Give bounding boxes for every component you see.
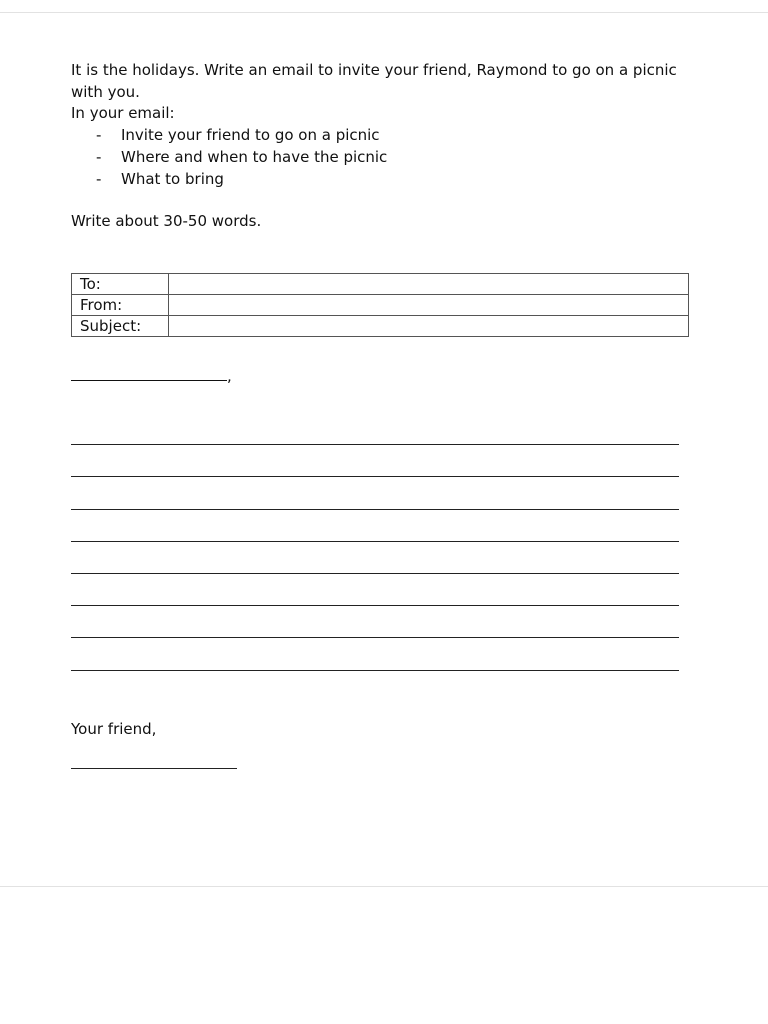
- writing-line[interactable]: [71, 637, 679, 638]
- list-item-text: What to bring: [121, 169, 224, 188]
- instructions-block: [71, 60, 701, 232]
- greeting-blank[interactable]: [71, 366, 227, 381]
- to-field[interactable]: [169, 274, 689, 295]
- writing-line[interactable]: [71, 670, 679, 671]
- greeting-line: [71, 366, 232, 386]
- bullet-dash: -: [96, 147, 102, 166]
- table-row: [72, 295, 689, 316]
- list-item: [71, 147, 701, 169]
- writing-line[interactable]: [71, 541, 679, 542]
- to-label: To:: [72, 274, 169, 295]
- writing-line[interactable]: [71, 444, 679, 445]
- from-label: From:: [72, 295, 169, 316]
- writing-line[interactable]: [71, 605, 679, 606]
- requirements-list: [71, 125, 701, 191]
- subject-label: Subject:: [72, 316, 169, 337]
- page-top-divider: [0, 12, 768, 13]
- writing-line[interactable]: [71, 509, 679, 510]
- closing-text: Your friend,: [71, 720, 157, 738]
- writing-line[interactable]: [71, 573, 679, 574]
- greeting-comma: ,: [227, 367, 232, 385]
- list-item-text: Invite your friend to go on a picnic: [121, 125, 380, 144]
- list-item: [71, 125, 701, 147]
- subject-field[interactable]: [169, 316, 689, 337]
- from-field[interactable]: [169, 295, 689, 316]
- signature-line[interactable]: [71, 768, 237, 769]
- email-header-table: [71, 273, 689, 337]
- list-item-text: Where and when to have the picnic: [121, 147, 388, 166]
- bullet-dash: -: [96, 125, 102, 144]
- word-count-instruction: Write about 30-50 words.: [71, 211, 262, 230]
- list-item: [71, 169, 701, 191]
- bullet-dash: -: [96, 169, 102, 188]
- table-row: [72, 316, 689, 337]
- table-row: [72, 274, 689, 295]
- task-intro: In your email:: [71, 104, 175, 122]
- task-prompt: It is the holidays. Write an email to invite your friend, Raymond to go on a picnic with you.: [71, 61, 677, 101]
- page-bottom-divider: [0, 886, 768, 887]
- writing-line[interactable]: [71, 476, 679, 477]
